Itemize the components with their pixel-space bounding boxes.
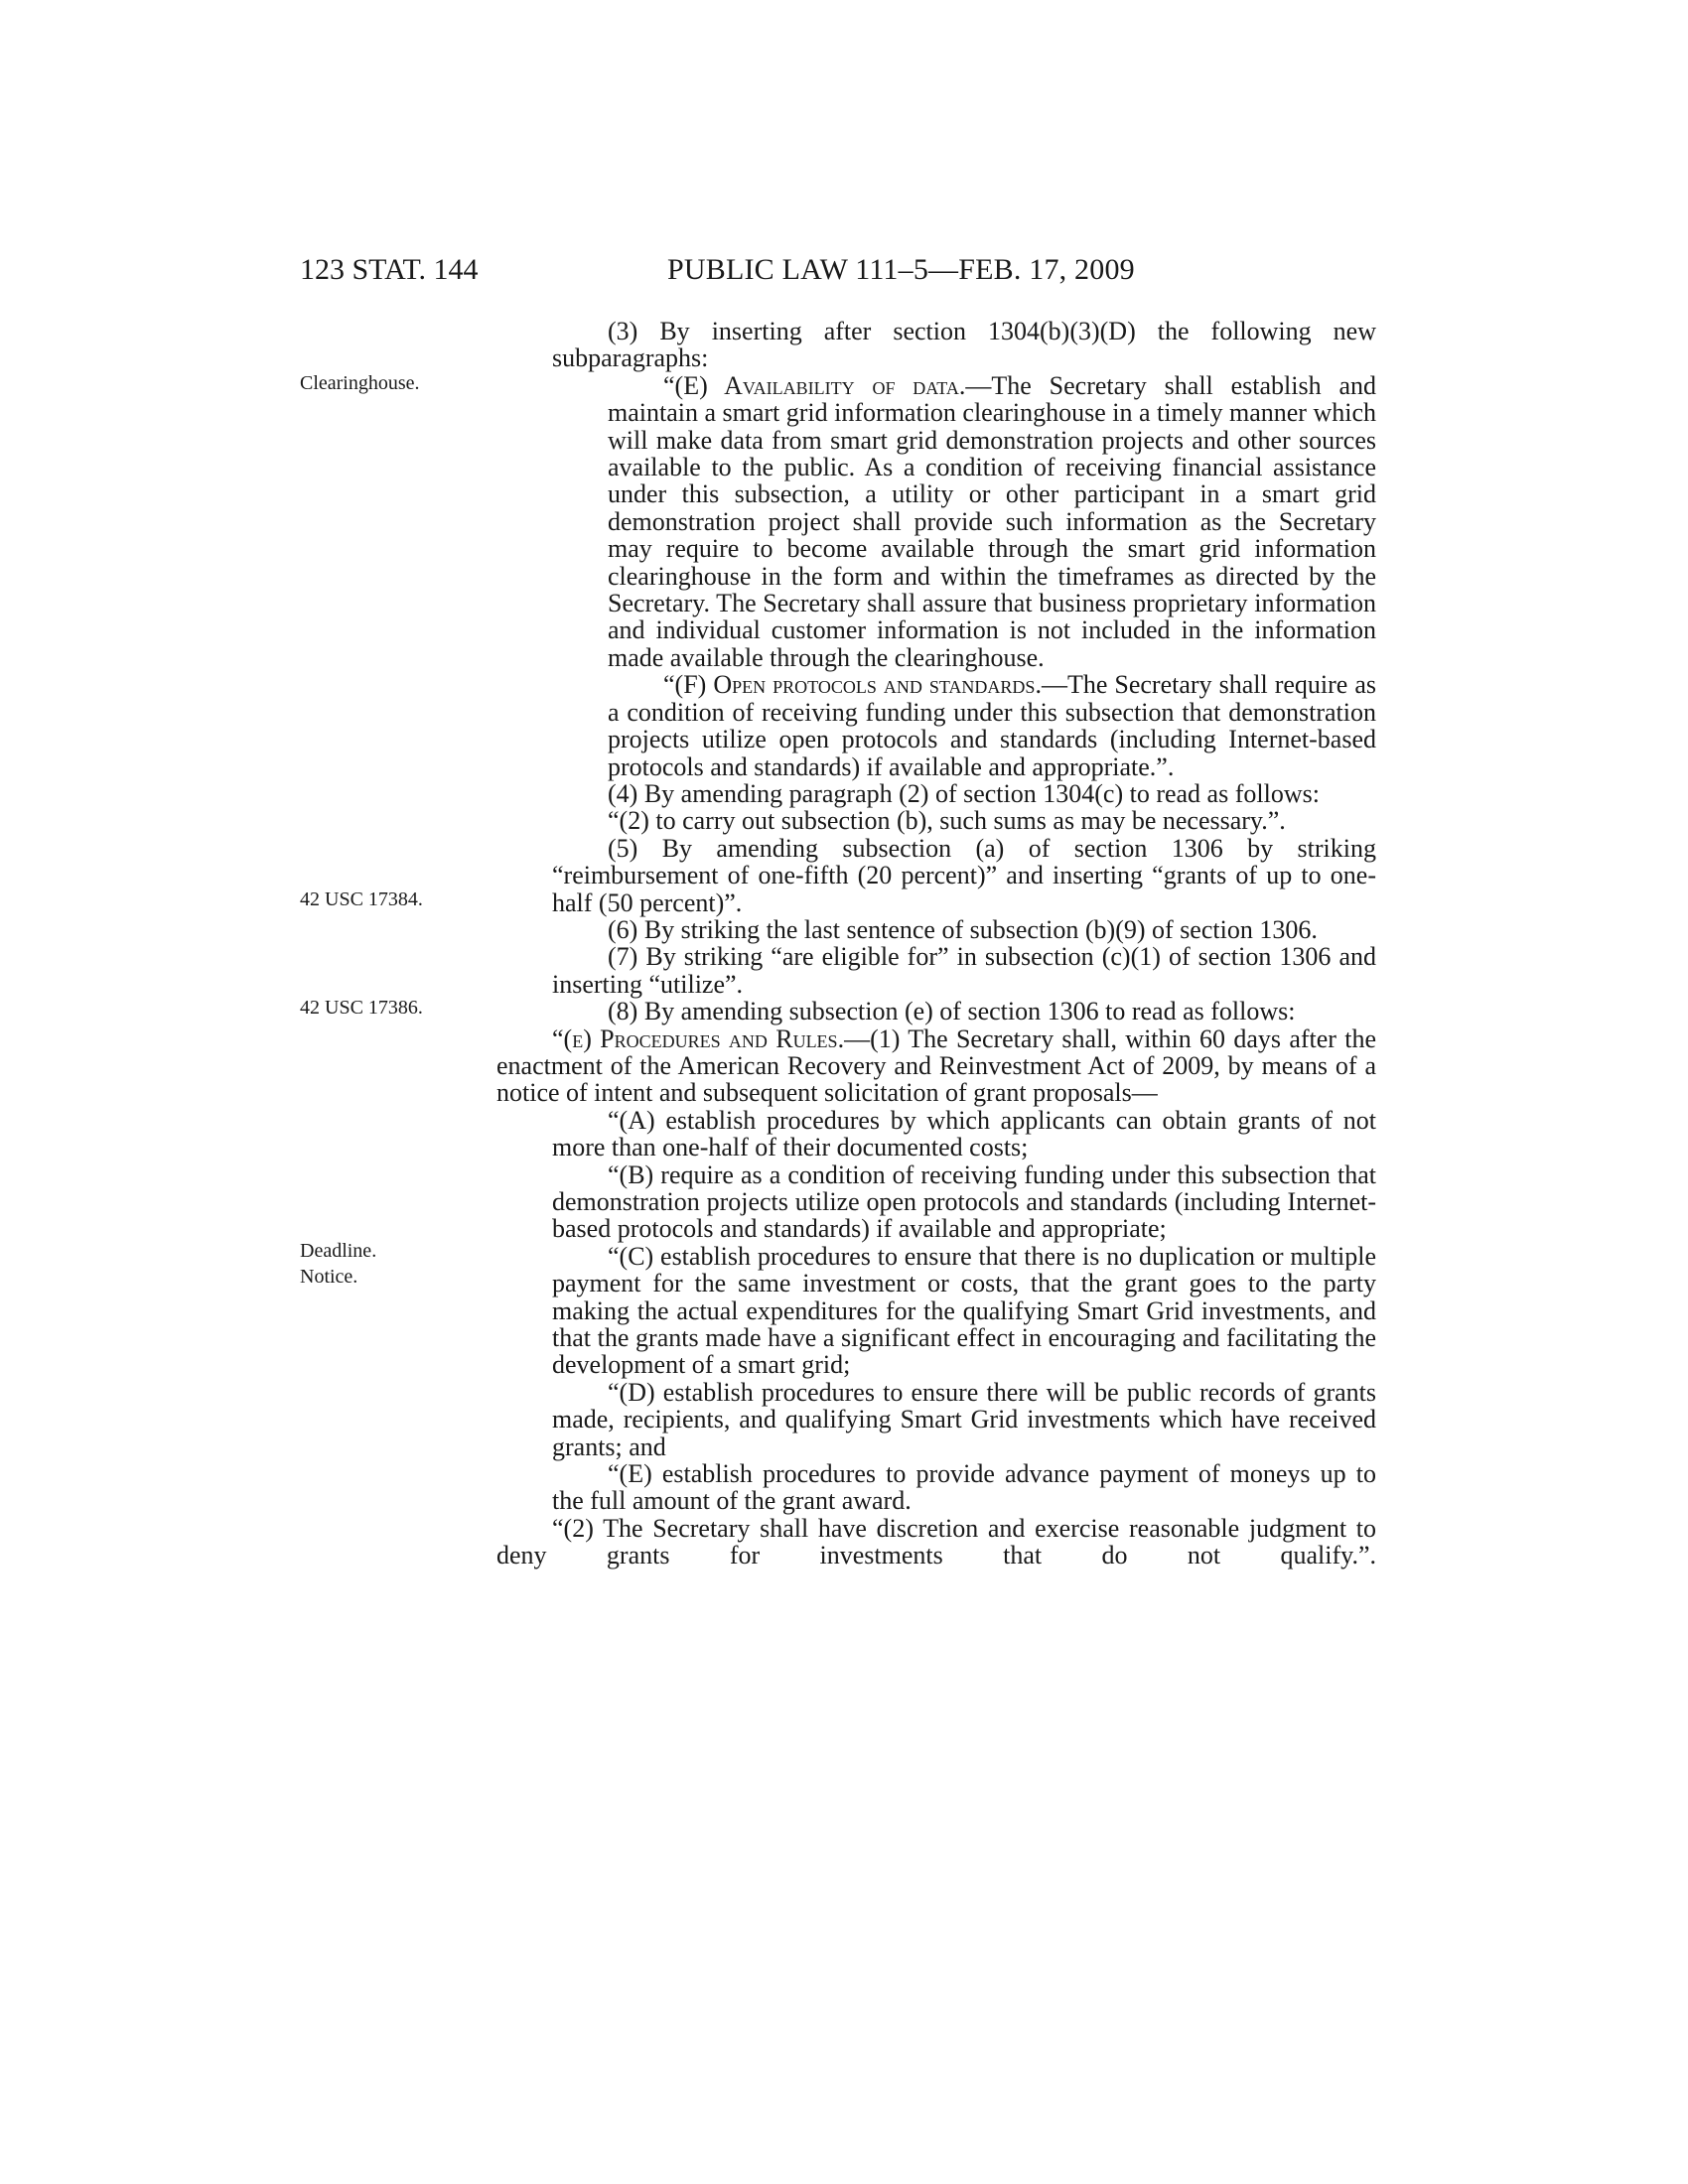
clause-b: “(B) require as a condition of receiving funding under this subsection that demonstration projects utilize open protocols and standards (including Internet-based protocols and standards) if available and appropriate; [552, 1160, 1376, 1244]
clause-d: “(D) establish procedures to ensure there will be public records of grants made, recipients, and qualifying Smart Grid investments which have received grants; and [552, 1377, 1376, 1461]
page-header-title: PUBLIC LAW 111–5—FEB. 17, 2009 [667, 253, 1135, 286]
margin-note-usc-17384: 42 USC 17384. [300, 888, 423, 910]
subparagraph-e-text: —The Secretary shall establish and maintain a smart grid information clearinghouse in a timely manner which will make data from smart grid demonstration projects and other sources available to the public. As a condition of receiving financial assistance under this subsection, a utility or other participant in a smart grid demonstration project shall provide such information as the Secretary may require to become available through the smart grid information clearinghouse in the form and within the timeframes as directed by the Secretary. The Secretary shall assure that business proprietary information and individual customer information is not included in the information made available through the clearinghouse. [608, 370, 1377, 672]
subparagraph-e-heading: “(E) Availability of data. [663, 370, 966, 400]
paragraph-8: (8) By amending subsection (e) of section 1306 to read as follows: [608, 997, 1296, 1026]
subparagraph-f-heading: “(F) Open protocols and standards. [663, 670, 1042, 700]
paragraph-4-quote: “(2) to carry out subsection (b), such sums as may be necessary.”. [608, 806, 1286, 836]
subsection-e-text: —(1) The Secretary shall, within 60 days after the enactment of the American Recovery and Reinvestment Act of 2009, by means of a notice of intent and subsequent solicitation of grant proposals— [496, 1024, 1376, 1108]
paragraph-3: (3) By inserting after section 1304(b)(3)(D) the following new subparagraphs: [552, 317, 1376, 373]
paragraph-4: (4) By amending paragraph (2) of section 1304(c) to read as follows: [608, 778, 1320, 808]
clause-a: “(A) establish procedures by which applicants can obtain grants of not more than one-half of their documented costs; [552, 1105, 1376, 1162]
clause-e: “(E) establish procedures to provide advance payment of moneys up to the full amount of the grant award. [552, 1459, 1376, 1516]
margin-note-clearinghouse: Clearinghouse. [300, 372, 420, 394]
paragraph-5: (5) By amending subsection (a) of section 1306 by striking “reimbursement of one-fifth (20 percent)” and inserting “grants of up to one-half (50 percent)”. [552, 833, 1376, 917]
margin-note-notice: Notice. [300, 1266, 358, 1288]
stat-page-number: 123 STAT. 144 [300, 253, 479, 286]
paragraph-2-discretion: “(2) The Secretary shall have discretion and exercise reasonable judgment to deny grants for investments that do not qualify.”. [496, 1513, 1376, 1570]
subparagraph-f-open-protocols [496, 671, 1376, 780]
margin-note-usc-17386: 42 USC 17386. [300, 997, 423, 1019]
clause-c: “(C) establish procedures to ensure that there is no duplication or multiple payment for the same investment or costs, that the grant goes to the party making the actual expenditures for the qualifying Smart Grid investments, and that the grants made have a significant effect in encouraging and facilitating the development of a smart grid; [552, 1241, 1376, 1380]
margin-note-deadline: Deadline. [300, 1240, 377, 1262]
subparagraph-f-text: —The Secretary shall require as a condition of receiving funding under this subsection that demonstration projects utilize open protocols and standards (including Internet-based protocols and standards) if available and appropriate.”. [608, 670, 1376, 781]
paragraph-6: (6) By striking the last sentence of subsection (b)(9) of section 1306. [608, 914, 1318, 944]
subparagraph-e-availability [496, 372, 1376, 671]
paragraph-7: (7) By striking “are eligible for” in subsection (c)(1) of section 1306 and inserting “utilize”. [552, 942, 1376, 999]
statute-text-body [496, 318, 1376, 1570]
subsection-e-procedures [496, 1025, 1376, 1107]
subsection-e-heading: “(e) Procedures and Rules. [552, 1024, 845, 1053]
